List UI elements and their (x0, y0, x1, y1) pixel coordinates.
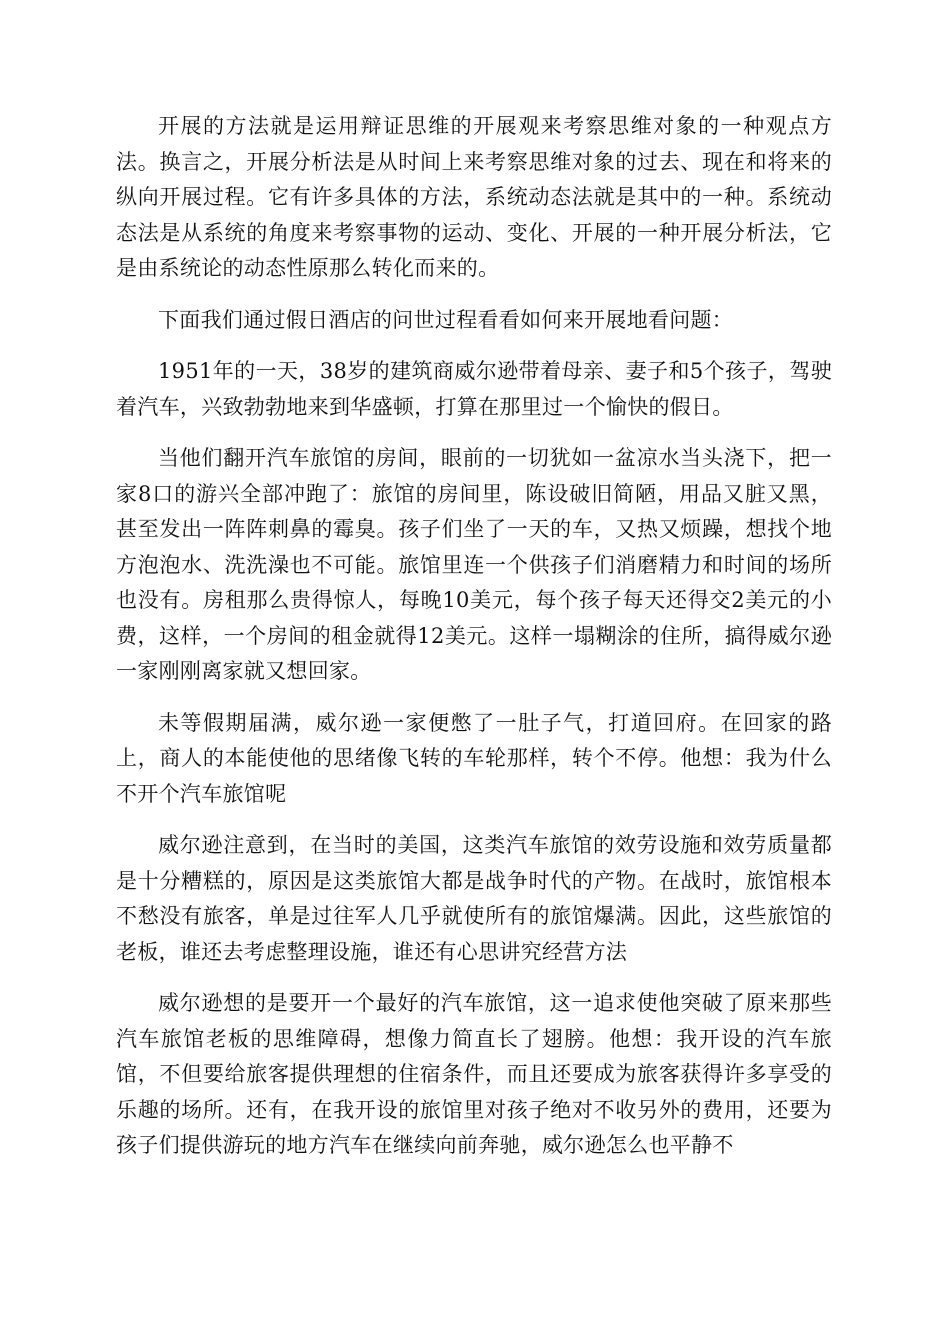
paragraph-7: 威尔逊想的是要开一个最好的汽车旅馆，这一追求使他突破了原来那些汽车旅馆老板的思维障碍，想像力简直长了翅膀。他想：我开设的汽车旅馆，不但要给旅客提供理想的住宿条件，而且还要成为旅客获得许多享受的乐趣的场所。还有，在我开设的旅馆里对孩子绝对不收另外的费用，还要为孩子们提供游玩的地方汽车在继续向前奔驰，威尔逊怎么也平静不 (116, 991, 832, 1157)
paragraph-1: 开展的方法就是运用辩证思维的开展观来考察思维对象的一种观点方法。换言之，开展分析法是从时间上来考察思维对象的过去、现在和将来的纵向开展过程。它有许多具体的方法，系统动态法就是其中的一种。系统动态法是从系统的角度来考察事物的运动、变化、开展的一种开展分析法，它是由系统论的动态性原那么转化而来的。 (116, 114, 832, 280)
paragraph-5: 未等假期届满，威尔逊一家便憋了一肚子气，打道回府。在回家的路上，商人的本能使他的思绪像飞转的车轮那样，转个不停。他想：我为什么不开个汽车旅馆呢 (116, 710, 832, 806)
paragraph-6: 威尔逊注意到，在当时的美国，这类汽车旅馆的效劳设施和效劳质量都是十分糟糕的，原因是这类旅馆大都是战争时代的产物。在战时，旅馆根本不愁没有旅客，单是过往军人几乎就使所有的旅馆爆满。因此，这些旅馆的老板，谁还去考虑整理设施，谁还有心思讲究经营方法 (116, 833, 832, 964)
document-body (116, 109, 832, 1180)
paragraph-2: 下面我们通过假日酒店的问世过程看看如何来开展地看问题： (158, 307, 734, 332)
paragraph-3: 1951年的一天，38岁的建筑商威尔逊带着母亲、妻子和5个孩子，驾驶着汽车，兴致勃勃地来到华盛顿，打算在那里过一个愉快的假日。 (116, 359, 832, 419)
paragraph-4: 当他们翻开汽车旅馆的房间，眼前的一切犹如一盆凉水当头浇下，把一家8口的游兴全部冲跑了：旅馆的房间里，陈设破旧简陋，用品又脏又黑，甚至发出一阵阵刺鼻的霉臭。孩子们坐了一天的车，又热又烦躁，想找个地方泡泡水、洗洗澡也不可能。旅馆里连一个供孩子们消磨精力和时间的场所也没有。房租那么贵得惊人，每晚10美元，每个孩子每天还得交2美元的小费，这样，一个房间的租金就得12美元。这样一塌糊涂的住所，搞得威尔逊一家刚刚离家就又想回家。 (116, 446, 832, 683)
